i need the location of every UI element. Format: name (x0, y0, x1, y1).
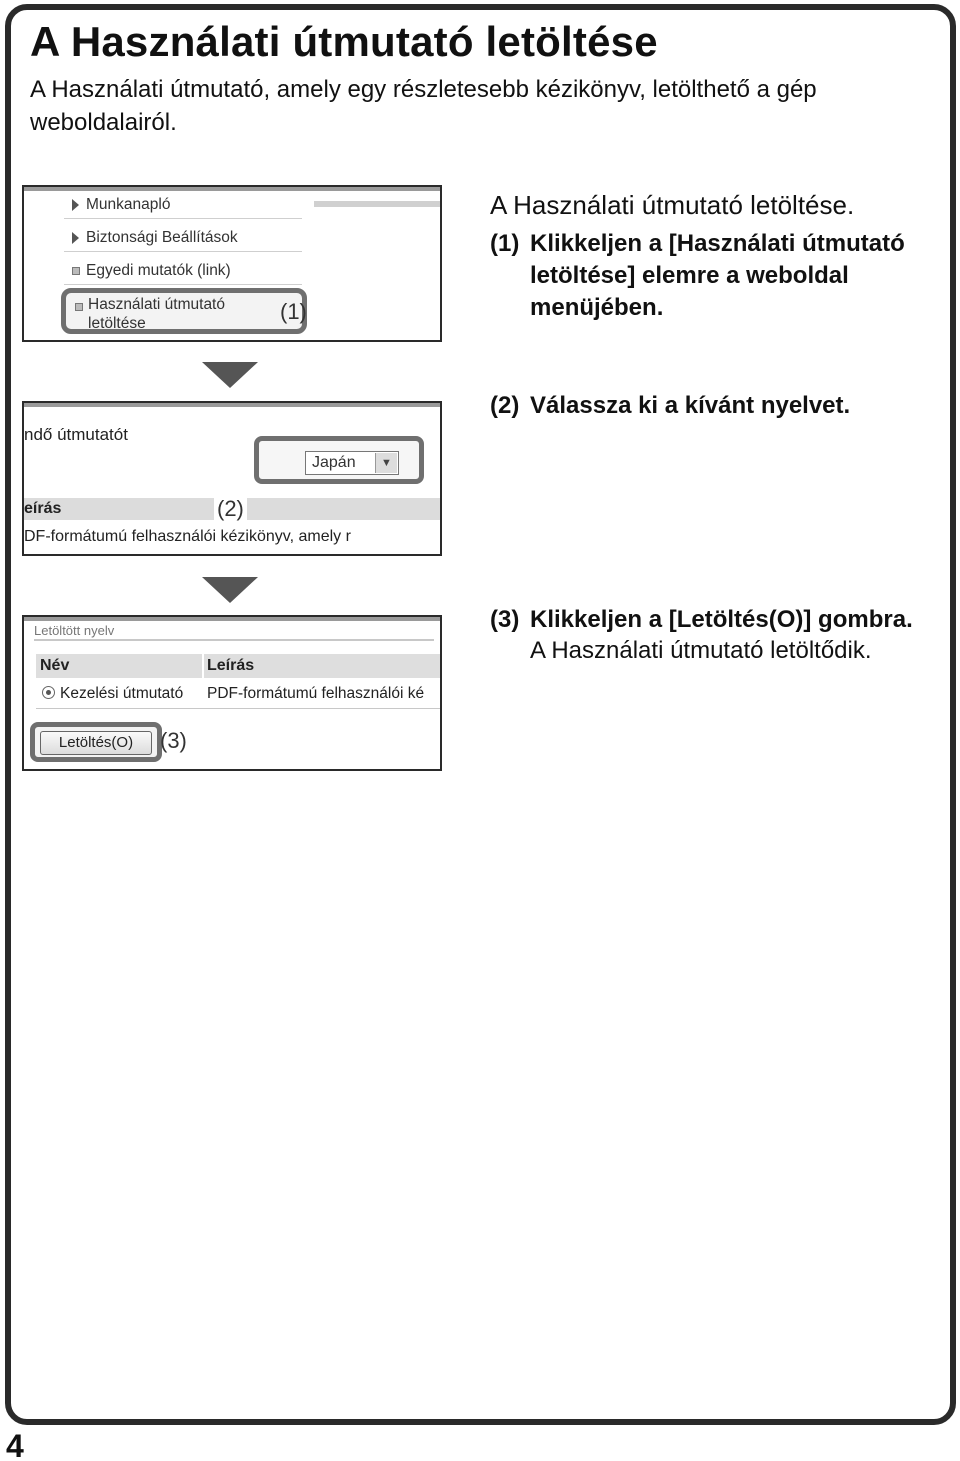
step-1 (490, 228, 930, 324)
step-text: Klikkeljen a [Letöltés(O)] gombra. (530, 606, 913, 633)
steps-title: A Használati útmutató letöltése. (490, 190, 855, 220)
table-row-name[interactable]: Kezelési útmutató (42, 685, 183, 703)
square-bullet-icon (75, 303, 83, 311)
language-select[interactable]: Japán ▼ (305, 451, 399, 475)
page-title: A Használati útmutató letöltése (30, 18, 658, 65)
menu-item-munkanaplo[interactable] (64, 191, 302, 219)
step-number: (3) (490, 606, 520, 633)
triangle-right-icon (72, 199, 82, 211)
column-name-header: Név (40, 657, 70, 674)
page-number: 4 (6, 1428, 24, 1461)
step-number: (2) (490, 392, 520, 419)
download-button[interactable]: Letöltés(O) (40, 731, 152, 755)
step-text: Klikkeljen a [Használati útmutató letöltése] elemre a weboldal menüjében. (530, 230, 905, 321)
language-screenshot (22, 401, 442, 556)
callout-3: (3) (160, 728, 187, 753)
step-subtext: A Használati útmutató letöltődik. (530, 637, 872, 664)
callout-2: (2) (214, 496, 247, 522)
download-screenshot (22, 615, 442, 771)
chevron-down-icon: ▼ (375, 453, 397, 473)
step-number: (1) (490, 230, 520, 257)
triangle-right-icon (72, 232, 82, 244)
description-text: DF-formátumú felhasználói kézikönyv, amely r (24, 528, 351, 545)
down-arrow-icon (202, 577, 258, 603)
section-heading: ndő útmutatót (24, 425, 128, 444)
down-arrow-icon (202, 362, 258, 388)
download-highlight (30, 722, 162, 762)
table-row-desc: PDF-formátumú felhasználói ké (207, 685, 425, 702)
column-label: eírás (24, 500, 62, 517)
section-tab: Letöltött nyelv (34, 623, 115, 638)
step-3 (490, 604, 930, 666)
step-text: Válassza ki a kívánt nyelvet. (530, 392, 851, 419)
menu-item-label: Egyedi mutatók (link) (86, 261, 231, 279)
menu-item-label: Használati útmutató letöltése (88, 296, 225, 332)
menu-item-label: Munkanapló (86, 195, 171, 213)
menu-item-egyedi-mutatok[interactable] (64, 257, 302, 285)
header-bar (314, 201, 442, 207)
callout-1: (1) (280, 299, 307, 324)
column-desc-header: Leírás (207, 657, 255, 674)
radio-icon[interactable] (42, 686, 55, 699)
menu-item-label: Biztonsági Beállítások (86, 228, 238, 246)
divider (36, 708, 442, 709)
menu-item-hasznalati-utmutato[interactable] (61, 288, 307, 334)
column-divider (202, 654, 204, 708)
step-2 (490, 390, 930, 422)
menu-item-biztonsagi[interactable] (64, 224, 302, 252)
menu-screenshot (22, 185, 442, 342)
square-bullet-icon (72, 267, 80, 275)
intro-text: A Használati útmutató, amely egy részletesebb kézikönyv, letölthető a gép weboldalairól. (30, 76, 817, 136)
language-highlight (254, 436, 424, 484)
divider (34, 639, 434, 641)
